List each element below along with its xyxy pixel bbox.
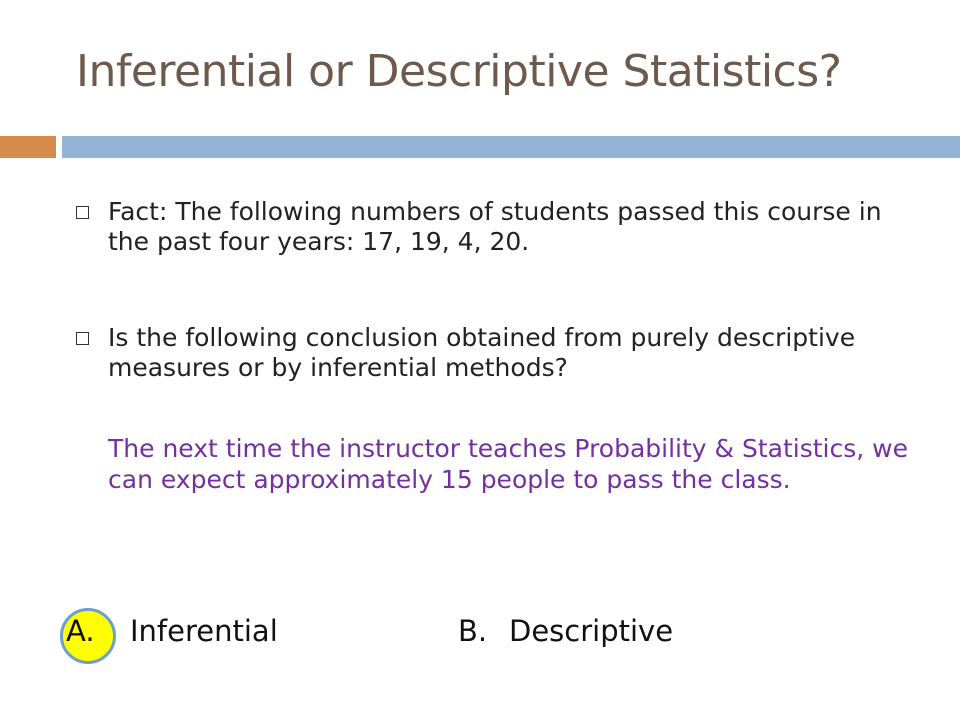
accent-bar-left [0, 136, 56, 158]
answer-a-letter[interactable]: A. [66, 614, 95, 648]
answer-a-label[interactable]: Inferential [130, 614, 278, 648]
square-bullet-icon [76, 332, 89, 345]
accent-bar-right [62, 136, 960, 158]
bullet-question [76, 323, 916, 383]
answer-b-letter[interactable]: B. [458, 614, 488, 648]
answer-b-label[interactable]: Descriptive [509, 614, 674, 648]
bullet-fact [76, 197, 916, 257]
slide-title: Inferential or Descriptive Statistics? [76, 46, 842, 97]
square-bullet-icon [76, 206, 89, 219]
bullet-text: Is the following conclusion obtained from purely descriptive measures or by inferential methods? [108, 323, 856, 382]
bullet-text: Fact: The following numbers of students passed this course in the past four years: 17, 19, 4, 20. [108, 197, 882, 256]
conclusion-text: The next time the instructor teaches Probability & Statistics, we can expect approximately 15 people to pass the class. [108, 434, 908, 494]
